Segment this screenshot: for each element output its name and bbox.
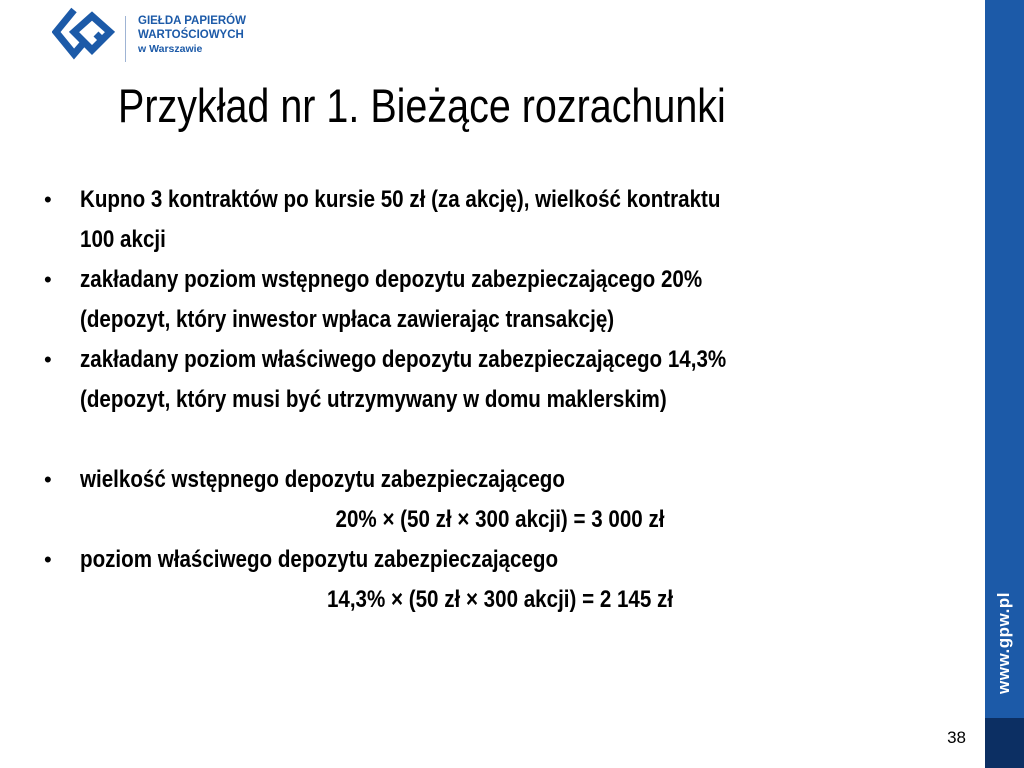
logo-line-1: GIEŁDA PAPIERÓW	[138, 15, 246, 27]
bullet-text	[80, 340, 945, 420]
logo-line-2: WARTOŚCIOWYCH	[138, 29, 244, 41]
bullet-item	[40, 540, 980, 580]
bullet-text	[80, 260, 945, 340]
page-number: 38	[947, 728, 966, 747]
bullet-line: poziom właściwego depozytu zabezpieczającego	[80, 546, 559, 573]
bullet-item	[40, 180, 980, 260]
bullet-text	[80, 180, 945, 260]
bullet-line: wielkość wstępnego depozytu zabezpieczającego	[80, 466, 565, 493]
website-url: www.gpw.pl	[994, 592, 1013, 694]
bullet-item	[40, 460, 980, 500]
bullet-line: zakładany poziom wstępnego depozytu zabezpieczającego 20%	[80, 266, 703, 293]
bullet-line: (depozyt, który inwestor wpłaca zawierając transakcję)	[80, 306, 615, 333]
bullet-dot: •	[44, 267, 52, 292]
spacer	[40, 420, 980, 460]
gpw-logo-icon	[52, 4, 117, 66]
bullet-item	[40, 340, 980, 420]
bullet-list	[40, 180, 980, 620]
slide-title: Przykład nr 1. Bieżące rozrachunki	[118, 79, 726, 132]
logo-wordmark	[138, 14, 246, 56]
bullet-line: 100 akcji	[80, 226, 166, 253]
bullet-text	[80, 460, 945, 500]
bullet-dot: •	[44, 187, 52, 212]
bullet-dot: •	[44, 467, 52, 492]
formula-maintenance-margin: 14,3% × (50 zł × 300 akcji) = 2 145 zł	[326, 586, 674, 613]
sidebar-footer-block	[985, 718, 1024, 768]
bullet-line: zakładany poziom właściwego depozytu zabezpieczającego 14,3%	[80, 346, 727, 373]
logo-line-3: w Warszawie	[138, 43, 203, 55]
logo-divider	[125, 16, 126, 62]
bullet-item	[40, 260, 980, 340]
bullet-dot: •	[44, 547, 52, 572]
bullet-text	[80, 540, 945, 580]
bullet-line: Kupno 3 kontraktów po kursie 50 zł (za akcję), wielkość kontraktu	[80, 186, 721, 213]
bullet-dot: •	[44, 347, 52, 372]
formula-initial-margin: 20% × (50 zł × 300 akcji) = 3 000 zł	[335, 506, 665, 533]
bullet-line: (depozyt, który musi być utrzymywany w domu maklerskim)	[80, 386, 667, 413]
